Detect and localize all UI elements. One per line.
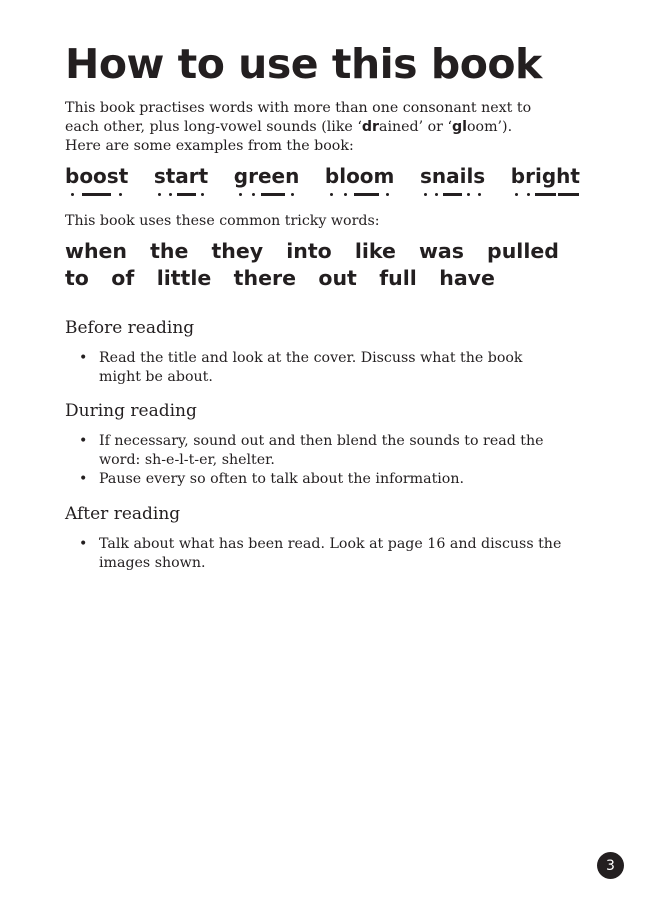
tricky-words-row-1 [65,239,559,263]
sound-marks [154,190,208,198]
intro-line-2c: ained’ or ‘ [379,119,452,135]
sound-dot-mark [339,190,353,198]
tricky-word: the [150,239,189,263]
sound-dot-mark [474,190,485,198]
tricky-word: of [111,266,135,290]
sound-dot-mark [234,190,247,198]
example-word-text: green [233,164,300,188]
tricky-word: when [65,239,128,263]
sound-dot-mark [197,190,208,198]
sound-dot-mark [247,190,260,198]
intro-line-2d: oom’). [467,119,513,135]
tricky-word: have [439,266,495,290]
tricky-word: was [418,239,464,263]
sound-dash-mark [557,190,580,198]
tricky-word: there [233,266,296,290]
sound-marks [420,190,485,198]
example-word [420,164,485,198]
sound-dot-mark [431,190,442,198]
sound-dash-mark [353,190,381,198]
example-words [65,164,580,198]
sound-marks [65,190,128,198]
after-reading-list [65,535,565,573]
intro-bold-dr: dr [361,119,379,135]
page-title: How to use this book [65,40,542,88]
intro-bold-gl: gl [451,119,468,135]
example-word [325,164,395,198]
list-item: • Read the title and look at the cover. Discuss what the book might be about. [65,349,565,387]
list-item: • Talk about what has been read. Look at page 16 and discuss the images shown. [65,535,565,573]
intro-line-1: This book practises words with more than one consonant next to [65,100,532,116]
example-word-text: bloom [324,164,395,188]
sound-dash-mark [81,190,113,198]
example-word-text: bright [510,164,580,188]
sound-dot-mark [65,190,81,198]
page-number-badge: 3 [597,852,624,879]
sound-dot-mark [112,190,128,198]
tricky-words-row-2 [65,266,495,290]
sound-dash-mark [176,190,198,198]
list-item: • If necessary, sound out and then blend the sounds to read the word: sh-e-l-t-er, shelter. [65,432,565,470]
list-item: • Pause every so often to talk about the information. [65,470,565,489]
example-word [65,164,128,198]
tricky-word: little [156,266,212,290]
tricky-word: out [318,266,357,290]
sound-dot-mark [463,190,474,198]
intro-line-3: Here are some examples from the book: [65,138,354,154]
example-word [234,164,300,198]
sound-marks [325,190,395,198]
section-heading-before: Before reading [65,318,195,338]
sound-dash-mark [442,190,464,198]
tricky-word: full [379,266,417,290]
tricky-word: into [286,239,332,263]
example-word [511,164,580,198]
tricky-words-intro: This book uses these common tricky words: [65,213,380,229]
sound-dot-mark [325,190,339,198]
sound-dot-mark [420,190,431,198]
tricky-word: pulled [487,239,559,263]
sound-dash-mark [260,190,286,198]
example-word [154,164,208,198]
sound-dot-mark [522,190,534,198]
sound-dot-mark [165,190,176,198]
example-word-text: boost [65,164,129,188]
intro-line-2a: each other, plus long-vowel sounds (like ‘ [65,119,362,135]
tricky-word: like [354,239,396,263]
sound-dot-mark [380,190,394,198]
example-word-text: start [153,164,209,188]
sound-dot-mark [511,190,523,198]
sound-dot-mark [286,190,299,198]
section-heading-during: During reading [65,401,197,421]
intro-paragraph [65,99,605,156]
sound-marks [234,190,300,198]
tricky-word: they [211,239,264,263]
sound-dot-mark [154,190,165,198]
example-word-text: snails [419,164,486,188]
before-reading-list [65,349,565,387]
tricky-word: to [65,266,89,290]
sound-marks [511,190,580,198]
during-reading-list [65,432,565,489]
section-heading-after: After reading [65,504,181,524]
sound-dash-mark [534,190,557,198]
